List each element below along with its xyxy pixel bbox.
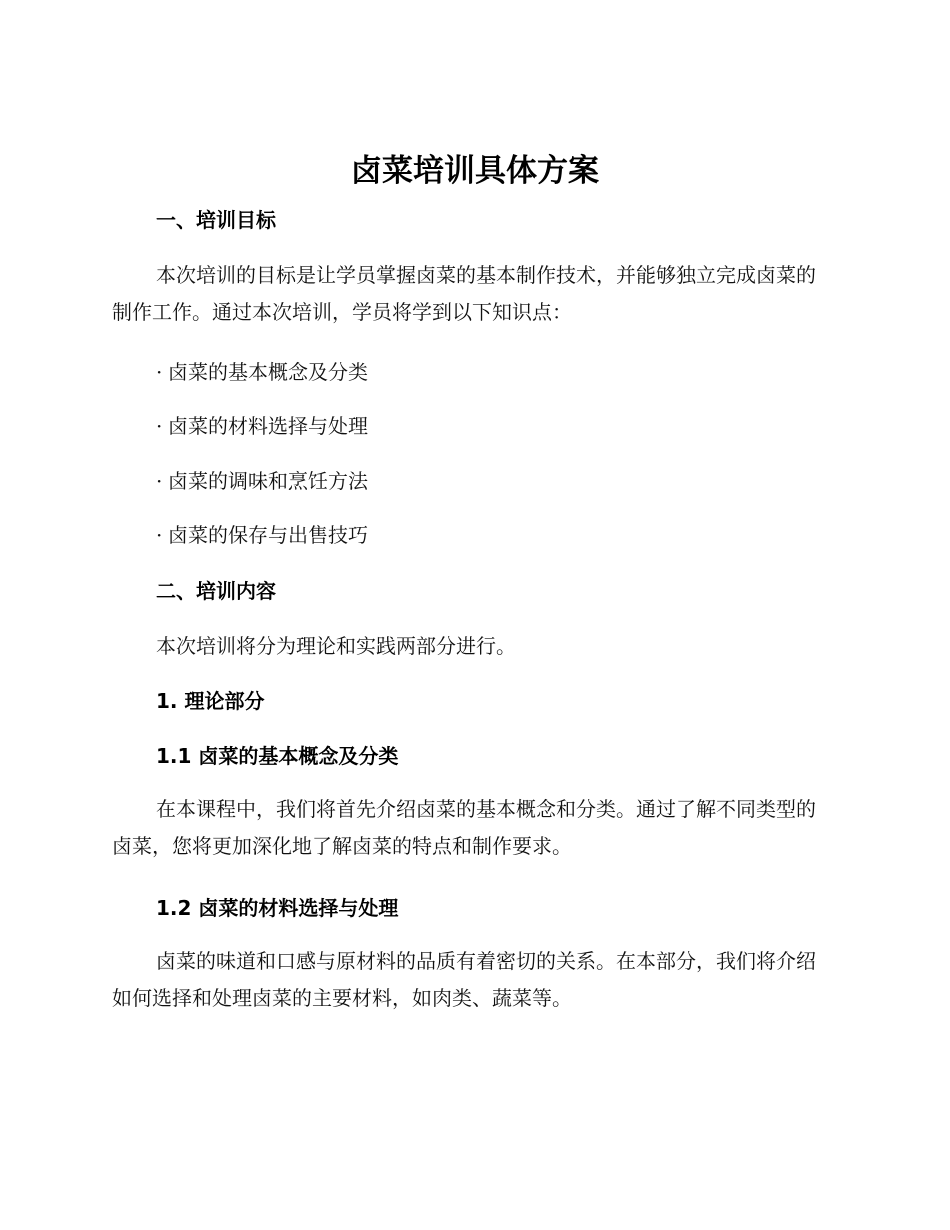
bullet-text: 卤菜的保存与出售技巧 bbox=[168, 523, 368, 547]
bullet-marker: · bbox=[156, 360, 163, 384]
bullet-text: 卤菜的材料选择与处理 bbox=[168, 414, 368, 438]
bullet-marker: · bbox=[156, 414, 163, 438]
goals-paragraph: 本次培训的目标是让学员掌握卤菜的基本制作技术，并能够独立完成卤菜的制作工作。通过本次培训，学员将学到以下知识点： bbox=[112, 263, 816, 324]
bullet-item bbox=[156, 467, 368, 495]
content-intro: 本次培训将分为理论和实践两部分进行。 bbox=[156, 634, 516, 658]
bullet-text: 卤菜的基本概念及分类 bbox=[168, 360, 368, 384]
document-title: 卤菜培训具体方案 bbox=[351, 153, 599, 189]
section-heading-content: 二、培训内容 bbox=[156, 579, 276, 603]
bullet-marker: · bbox=[156, 523, 163, 547]
bullet-item bbox=[156, 521, 368, 549]
subsection-paragraph: 卤菜的味道和口感与原材料的品质有着密切的关系。在本部分，我们将介绍如何选择和处理卤菜的主要材料，如肉类、蔬菜等。 bbox=[112, 949, 816, 1010]
bullet-item bbox=[156, 412, 368, 440]
bullet-marker: · bbox=[156, 469, 163, 493]
subsection-paragraph: 在本课程中，我们将首先介绍卤菜的基本概念和分类。通过了解不同类型的卤菜，您将更加深化地了解卤菜的特点和制作要求。 bbox=[112, 797, 816, 858]
section-heading-goals: 一、培训目标 bbox=[156, 208, 276, 232]
part1-heading: 1. 理论部分 bbox=[156, 689, 265, 713]
bullet-text: 卤菜的调味和烹饪方法 bbox=[168, 469, 368, 493]
bullet-item bbox=[156, 358, 368, 386]
subsection-heading: 1.1 卤菜的基本概念及分类 bbox=[156, 744, 399, 768]
subsection-heading: 1.2 卤菜的材料选择与处理 bbox=[156, 896, 399, 920]
